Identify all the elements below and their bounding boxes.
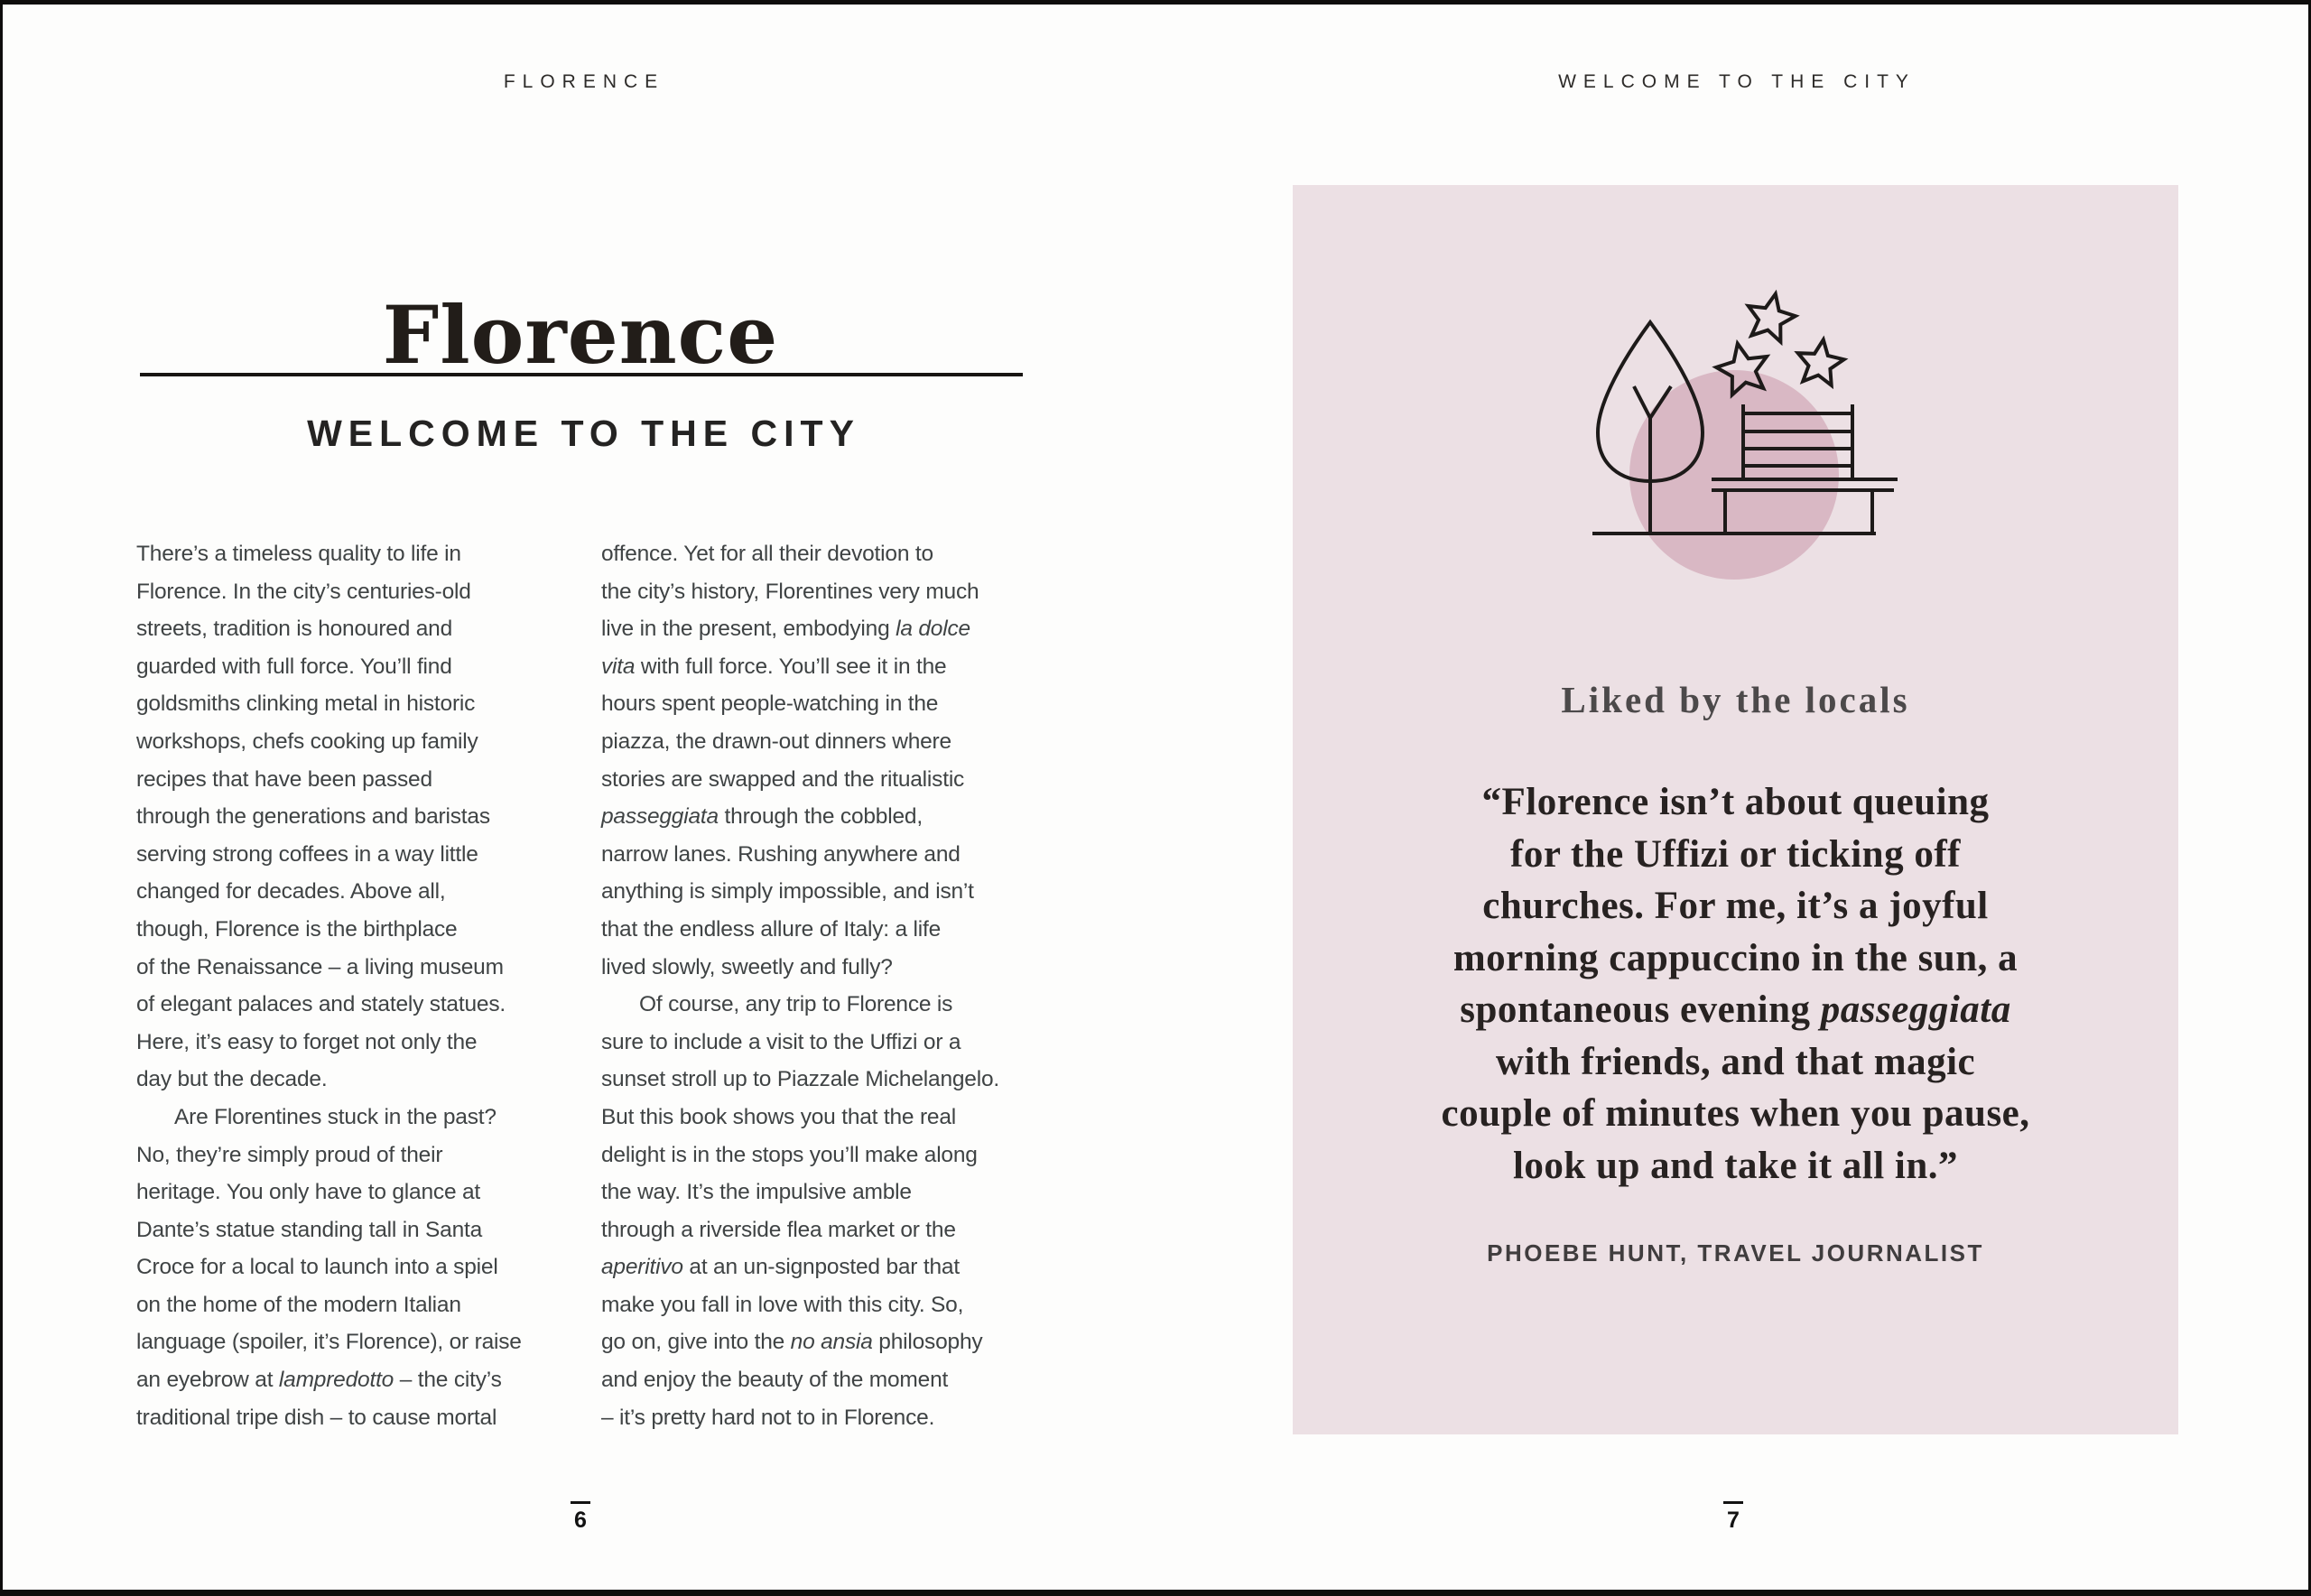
body-column-1 [136, 535, 601, 1436]
running-header-right: WELCOME TO THE CITY [1558, 71, 1916, 92]
text-line: There’s a timeless quality to life in [136, 542, 461, 566]
text-line: sure to include a visit to the Uffizi or a [601, 1029, 961, 1054]
liked-by-locals-heading: Liked by the locals [1561, 679, 1910, 720]
text-line: spontaneous evening passeggiata [1460, 988, 2011, 1031]
running-header-left: FLORENCE [503, 71, 665, 92]
text-line: piazza, the drawn-out dinners where [601, 728, 951, 754]
text-line: for the Uffizi or ticking off [1510, 832, 1961, 876]
text-line: Of course, any trip to Florence is [639, 992, 953, 1017]
text-line: changed for decades. Above all, [136, 879, 446, 905]
text-line: on the home of the modern Italian [136, 1292, 461, 1317]
text-line: Here, it’s easy to forget not only the [136, 1029, 478, 1054]
quote-attribution: PHOEBE HUNT, TRAVEL JOURNALIST [1487, 1239, 1984, 1267]
text-line: – it’s pretty hard not to in Florence. [601, 1405, 935, 1430]
text-line: morning cappuccino in the sun, a [1452, 936, 2019, 979]
text-line: “Florence isn’t about queuing [1481, 781, 1990, 823]
locals-card [1293, 185, 2178, 1434]
page-number-rule [1723, 1501, 1743, 1504]
text-line: anything is simply impossible, and isn’t [601, 879, 974, 905]
text-line: Croce for a local to launch into a spiel [136, 1255, 498, 1280]
text-line: aperitivo at an un-signposted bar that [601, 1255, 960, 1280]
text-line: goldsmiths clinking metal in historic [136, 691, 476, 717]
text-line: offence. Yet for all their devotion to [601, 542, 933, 566]
text-line: serving strong coffees in a way little [136, 841, 478, 867]
page-number-digit: 7 [1727, 1508, 1740, 1533]
text-line: the city’s history, Florentines very much [601, 579, 979, 604]
text-line: heritage. You only have to glance at [136, 1180, 481, 1205]
text-line: Dante’s statue standing tall in Santa [136, 1217, 483, 1242]
text-line: language (spoiler, it’s Florence), or raise [136, 1330, 522, 1355]
locals-quote [1293, 776, 2178, 1192]
text-line: look up and take it all in.” [1512, 1144, 1959, 1187]
page-number-digit: 6 [574, 1508, 587, 1533]
text-line: couple of minutes when you pause, [1441, 1092, 2030, 1135]
text-line: churches. For me, it’s a joyful [1482, 885, 1989, 927]
text-line: live in the present, embodying la dolce [601, 617, 970, 642]
text-line: But this book shows you that the real [601, 1104, 956, 1129]
text-line: traditional tripe dish – to cause mortal [136, 1405, 497, 1430]
page-number-right [1156, 1501, 2311, 1534]
text-line: of the Renaissance – a living museum [136, 954, 504, 979]
page-number-left [3, 1501, 1158, 1534]
text-line: make you fall in love with this city. So, [601, 1292, 964, 1317]
text-line: vita with full force. You’ll see it in the [601, 654, 947, 679]
text-line: passeggiata through the cobbled, [601, 804, 923, 830]
text-line: workshops, chefs cooking up family [136, 728, 478, 754]
text-line: an eyebrow at lampredotto – the city’s [136, 1368, 502, 1393]
text-line: through a riverside flea market or the [601, 1217, 956, 1242]
star-icon [1749, 294, 1796, 342]
chapter-title: Florence [382, 288, 779, 382]
text-line: though, Florence is the birthplace [136, 916, 458, 942]
text-line: with friends, and that magic [1495, 1040, 1976, 1083]
text-line: narrow lanes. Rushing anywhere and [601, 841, 961, 867]
text-line: of elegant palaces and stately statues. [136, 992, 506, 1017]
body-column-2 [601, 535, 1066, 1436]
park-bench-tree-stars-illustration [1567, 283, 1968, 593]
text-line: day but the decade. [136, 1067, 328, 1092]
text-line: stories are swapped and the ritualistic [601, 766, 965, 792]
text-line: streets, tradition is honoured and [136, 617, 453, 642]
chapter-subtitle: WELCOME TO THE CITY [307, 413, 860, 454]
text-line: Are Florentines stuck in the past? [174, 1104, 497, 1129]
text-line: Florence. In the city’s centuries-old [136, 579, 471, 604]
text-line: hours spent people-watching in the [601, 691, 939, 717]
star-icon [1798, 339, 1844, 385]
text-line: that the endless allure of Italy: a life [601, 916, 942, 942]
text-line: the way. It’s the impulsive amble [601, 1180, 912, 1205]
page-number-rule [571, 1501, 590, 1504]
text-line: delight is in the stops you’ll make along [601, 1142, 978, 1167]
text-line: go on, give into the no ansia philosophy [601, 1330, 983, 1355]
text-line: guarded with full force. You’ll find [136, 654, 452, 679]
text-line: recipes that have been passed [136, 766, 432, 792]
text-line: sunset stroll up to Piazzale Michelangelo. [601, 1067, 1000, 1092]
text-line: lived slowly, sweetly and fully? [601, 954, 893, 979]
text-line: No, they’re simply proud of their [136, 1142, 443, 1167]
text-line: and enjoy the beauty of the moment [601, 1368, 949, 1393]
text-line: through the generations and baristas [136, 804, 490, 830]
